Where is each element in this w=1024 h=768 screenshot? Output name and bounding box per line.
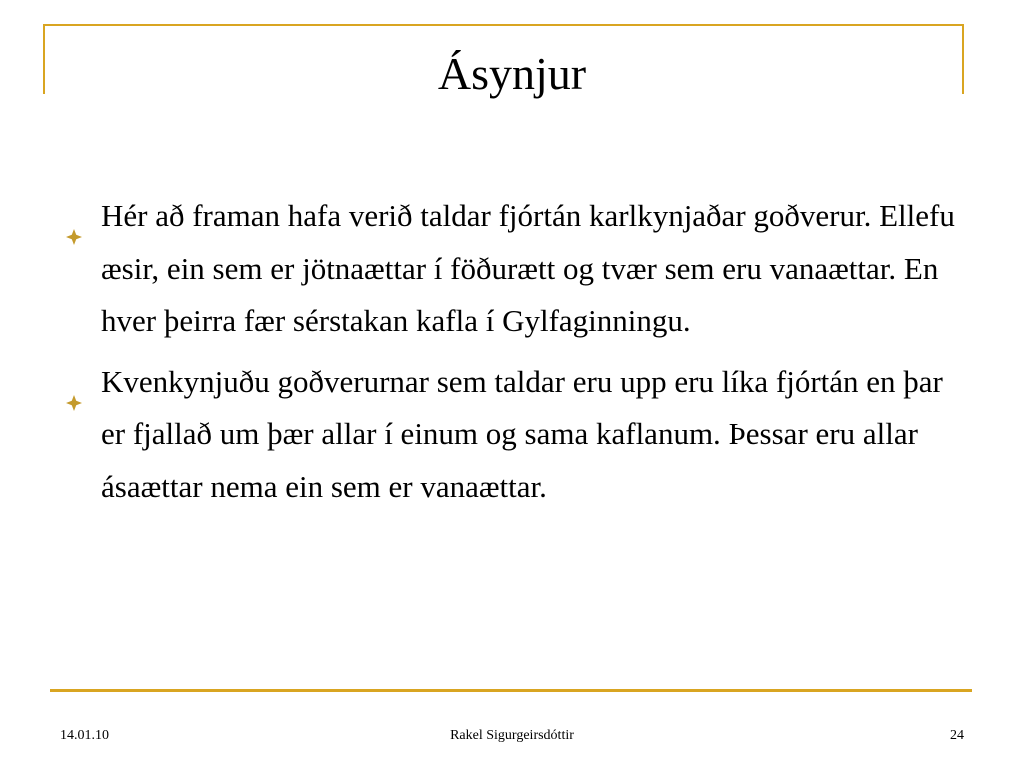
- page-number: 24: [950, 728, 964, 743]
- diamond-bullet-icon: [66, 209, 82, 225]
- footer-divider: [50, 689, 972, 692]
- slide-title: Ásynjur: [437, 48, 587, 99]
- bullet-text: Kvenkynjuðu goðverurnar sem taldar eru upp eru líka fjórtán en þar er fjallað um þær allar í einum og sama kaflanum. Þessar eru allar ásaættar nema ein sem er vanaættar.: [101, 363, 943, 504]
- diamond-bullet-icon: [66, 375, 82, 391]
- footer-author: Rakel Sigurgeirsdóttir: [450, 728, 574, 743]
- frame-top-line: [43, 24, 963, 26]
- footer-date: 14.01.10: [60, 728, 109, 743]
- bullet-item: [64, 356, 974, 514]
- bullet-item: [64, 190, 974, 348]
- bullet-list: [64, 190, 974, 521]
- bullet-text: Hér að framan hafa verið taldar fjórtán karlkynjaðar goðverur. Ellefu æsir, ein sem er jötnaættar í föðurætt og tvær sem eru vanaættar. En hver þeirra fær sérstakan kafla í Gylfaginningu.: [101, 198, 955, 338]
